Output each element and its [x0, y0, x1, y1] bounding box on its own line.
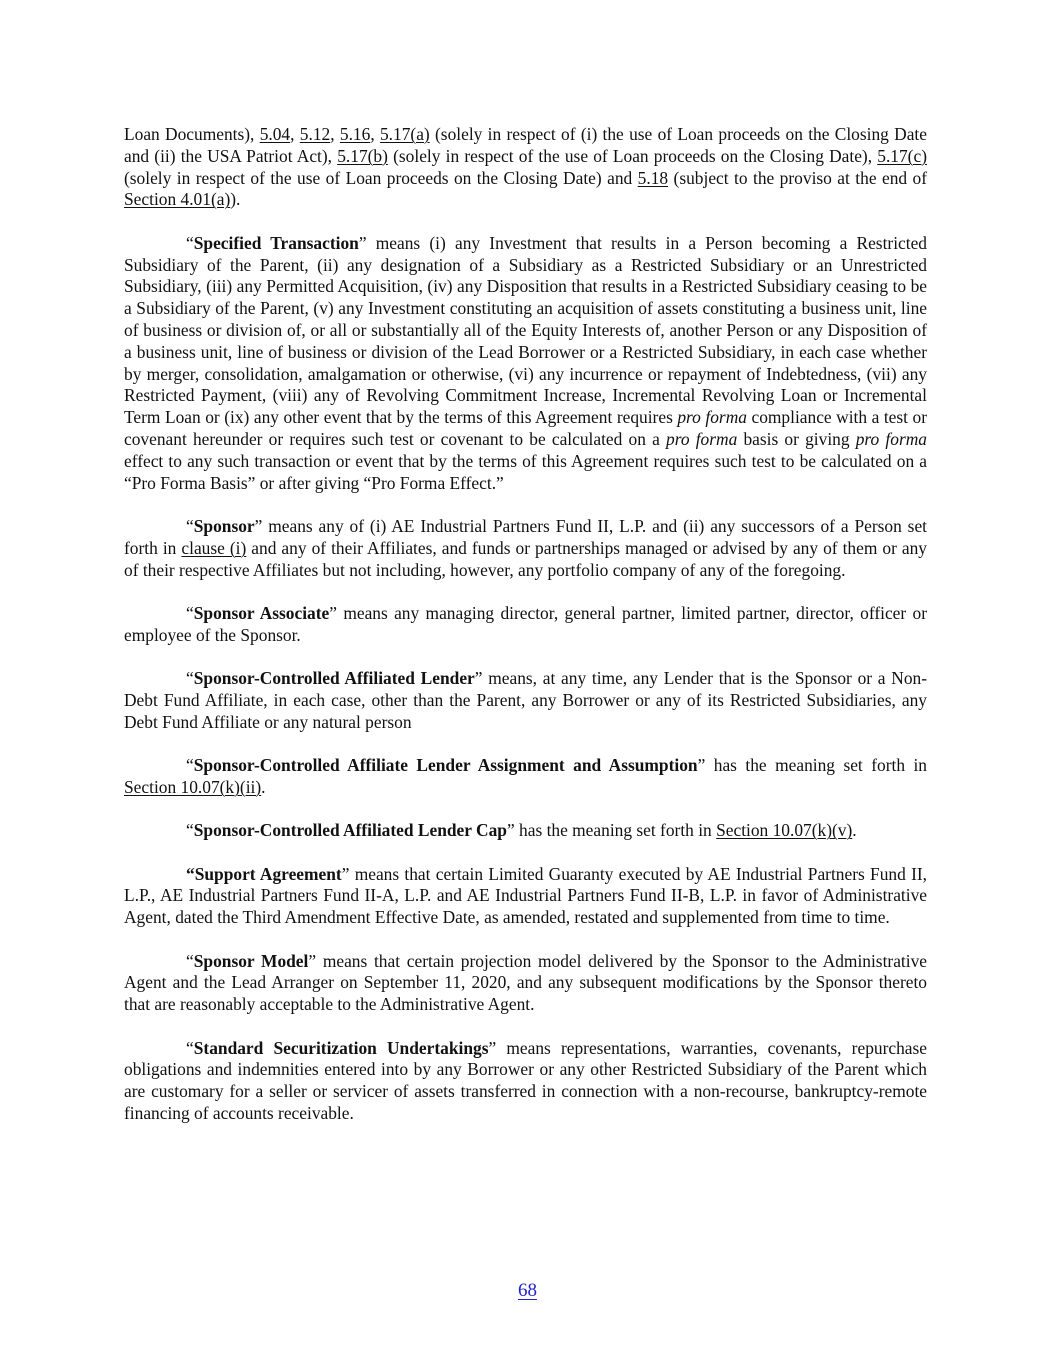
- close-quote: ”: [488, 1037, 497, 1058]
- definition-sponsor-controlled-affiliate-lender-assignment: [124, 755, 927, 799]
- definition-support-agreement: [124, 864, 927, 929]
- close-quote: ”: [474, 668, 483, 689]
- section-reference-4-01a[interactable]: Section 4.01(a): [124, 189, 231, 210]
- defined-term: Sponsor Associate: [193, 602, 330, 623]
- definition-text: means that certain projection model delivered by the Sponsor to the Administrative Agent and the Lead Arranger on September 11, 2020, and any subsequent modifications by the Sponsor thereto that are reasonably acceptable to the Administrative Agent.: [124, 950, 927, 1015]
- open-quote: “: [186, 232, 194, 253]
- defined-term: Support Agreement: [194, 863, 342, 884]
- section-reference-5-16[interactable]: 5.16: [339, 124, 371, 144]
- section-reference-5-12[interactable]: 5.12: [299, 124, 331, 144]
- text: ).: [230, 189, 241, 210]
- definition-text: effect to any such transaction or event that by the terms of this Agreement requires such test to be calculated on a “Pro Forma Basis” or after giving “Pro Forma Effect.”: [124, 450, 927, 493]
- text: ,: [330, 124, 340, 144]
- close-quote: ”: [308, 950, 317, 971]
- page-footer: [0, 1280, 1055, 1302]
- document-page: [124, 124, 927, 1146]
- close-quote: ”: [254, 515, 263, 536]
- definition-sponsor: [124, 516, 927, 581]
- open-quote: “: [186, 863, 195, 884]
- section-reference-10-07-k-v[interactable]: Section 10.07(k)(v): [716, 820, 853, 841]
- page-number-link[interactable]: 68: [518, 1280, 537, 1301]
- definition-standard-securitization-undertakings: [124, 1038, 927, 1125]
- section-reference-5-17c[interactable]: 5.17(c): [877, 145, 927, 166]
- section-reference-5-04[interactable]: 5.04: [259, 124, 291, 144]
- definition-text: compliance with a test or covenant hereunder or requires such test or covenant to be calculated on a: [124, 407, 927, 449]
- definition-text: means any managing director, general partner, limited partner, director, officer or employee of the Sponsor.: [124, 602, 928, 645]
- open-quote: “: [186, 950, 194, 971]
- italic-text: pro forma: [855, 428, 927, 449]
- definition-text: .: [852, 820, 857, 841]
- definition-text: basis or giving: [737, 428, 856, 449]
- open-quote: “: [186, 668, 194, 689]
- open-quote: “: [186, 1037, 194, 1058]
- text: (solely in respect of the use of Loan proceeds on the Closing Date) and: [124, 167, 638, 188]
- close-quote: ”: [697, 755, 706, 776]
- definition-sponsor-associate: [124, 603, 927, 647]
- definition-text: means that certain Limited Guaranty executed by AE Industrial Partners Fund II, L.P., AE Industrial Partners Fund II-A, L.P. and AE Industrial Partners Fund II-B, L.P. in favor of Administrative Agent, dated the Third Amendment Effective Date, as amended, restated and supplemented from time to time.: [124, 863, 928, 928]
- text: (solely in respect of (i) the use of Loan proceeds on the Closing Date and (ii) the USA Patriot Act),: [124, 124, 927, 166]
- definition-text: has the meaning set forth in: [705, 755, 927, 776]
- definition-text: has the meaning set forth in: [514, 820, 717, 841]
- close-quote: ”: [341, 863, 350, 884]
- open-quote: “: [186, 820, 194, 841]
- section-reference-5-18[interactable]: 5.18: [637, 167, 669, 188]
- defined-term: Sponsor-Controlled Affiliated Lender: [193, 668, 475, 689]
- text: ,: [370, 124, 380, 144]
- italic-text: pro forma: [666, 428, 738, 449]
- text: (solely in respect of the use of Loan proceeds on the Closing Date),: [387, 145, 878, 166]
- section-reference-5-17b[interactable]: 5.17(b): [337, 145, 388, 166]
- definition-sponsor-controlled-affiliated-lender-cap: [124, 820, 927, 842]
- definition-text: means (i) any Investment that results in a Person becoming a Restricted Subsidiary of the Parent, (ii) any designation of a Subsidiary as a Restricted Subsidiary or an Unrestricted Subsidiary, (iii) any Permitted Acquisition, (iv) any Disposition that results in a Restricted Subsidiary ceasing to be a Subsidiary of the Parent, (v) any Investment constituting an acquisition of assets constituting a business unit, line of business or division of, or all or substantially all of the Equity Interests of, another Person or any Disposition of a business unit, line of business or division of the Lead Borrower or a Restricted Subsidiary, in each case whether by merger, consolidation, amalgamation or otherwise, (vi) any incurrence or repayment of Indebtedness, (vii) any Restricted Payment, (viii) any of Revolving Commitment Increase, Incremental Revolving Loan or Incremental Term Loan or (ix) any other event that by the terms of this Agreement requires: [124, 232, 927, 428]
- definition-text: means representations, warranties, covenants, repurchase obligations and indemnities entered into by any Borrower or any other Restricted Subsidiary of the Parent which are customary for a seller or servicer of assets transferred in connection with a non-recourse, bankruptcy-remote financing of accounts receivable.: [124, 1037, 927, 1124]
- text: (subject to the proviso at the end of: [668, 167, 928, 188]
- defined-term: Standard Securitization Undertakings: [193, 1037, 489, 1058]
- text: ,: [290, 124, 300, 144]
- defined-term: Sponsor: [193, 515, 255, 536]
- definition-text: .: [261, 776, 266, 797]
- close-quote: ”: [506, 820, 515, 841]
- definition-text: means any of (i) AE Industrial Partners Fund II, L.P. and (ii) any successors of a Person set forth in: [124, 515, 927, 558]
- open-quote: “: [186, 602, 194, 623]
- clause-reference-i[interactable]: clause (i): [181, 537, 247, 558]
- close-quote: ”: [329, 602, 337, 623]
- open-quote: “: [186, 755, 194, 776]
- defined-term: Sponsor-Controlled Affiliate Lender Assignment and Assumption: [193, 755, 698, 776]
- close-quote: ”: [358, 232, 367, 253]
- defined-term: Sponsor-Controlled Affiliated Lender Cap: [193, 820, 507, 841]
- definition-text: and any of their Affiliates, and funds or partnerships managed or advised by any of them or any of their respective Affiliates but not including, however, any portfolio company of any of the foregoing.: [124, 537, 927, 580]
- continuation-paragraph: [124, 124, 927, 211]
- defined-term: Specified Transaction: [193, 232, 359, 253]
- section-reference-5-17a[interactable]: 5.17(a): [379, 124, 430, 144]
- text: Loan Documents),: [124, 124, 260, 144]
- section-reference-10-07-k-ii[interactable]: Section 10.07(k)(ii): [124, 776, 262, 797]
- italic-text: pro forma: [677, 407, 747, 428]
- definition-text: means, at any time, any Lender that is the Sponsor or a Non-Debt Fund Affiliate, in each case, other than the Parent, any Borrower or any of its Restricted Subsidiaries, any Debt Fund Affiliate or any natural person: [124, 668, 927, 732]
- definition-specified-transaction: [124, 233, 927, 495]
- open-quote: “: [186, 515, 194, 536]
- defined-term: Sponsor Model: [193, 950, 309, 971]
- definition-sponsor-controlled-affiliated-lender: [124, 668, 927, 733]
- definition-sponsor-model: [124, 951, 927, 1016]
